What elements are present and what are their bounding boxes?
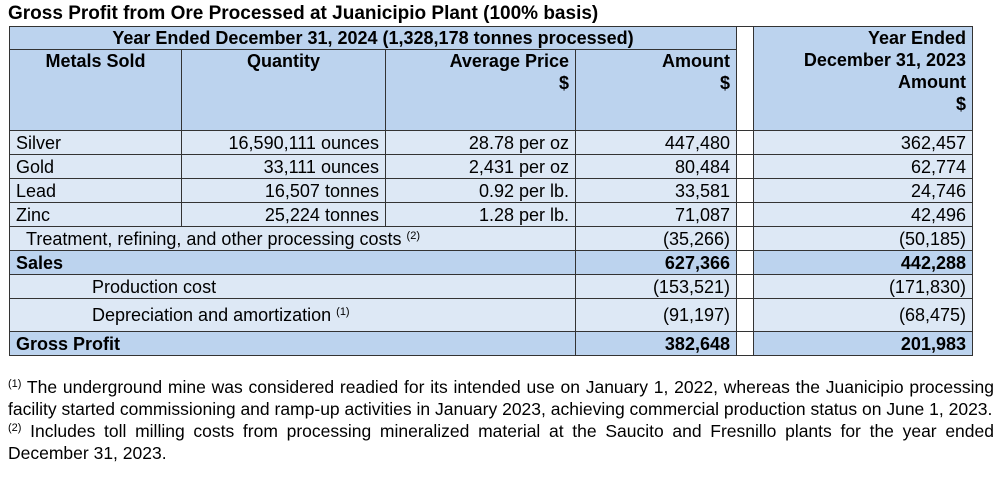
- depreciation-amount-2024: (91,197): [576, 299, 737, 332]
- depreciation-label: Depreciation and amortization: [92, 305, 332, 325]
- footnotes: [8, 376, 994, 464]
- metal-quantity: 33,111 ounces: [182, 155, 386, 179]
- col-amount-line1: Amount: [662, 51, 730, 71]
- production-amount-2024: (153,521): [576, 275, 737, 299]
- sales-amount-2023: 442,288: [754, 251, 973, 275]
- metal-price: 0.92 per lb.: [386, 179, 576, 203]
- metal-name: Silver: [10, 131, 182, 155]
- metal-name: Gold: [10, 155, 182, 179]
- col-amount-header: [576, 50, 737, 131]
- metal-amount-2023: 62,774: [754, 155, 973, 179]
- depreciation-row: [10, 299, 973, 332]
- footnote-2-marker: (2): [8, 422, 22, 434]
- col-price-header: [386, 50, 576, 131]
- metal-price: 2,431 per oz: [386, 155, 576, 179]
- metal-quantity: 16,507 tonnes: [182, 179, 386, 203]
- gross-profit-table: [9, 26, 973, 356]
- gross-profit-row: [10, 332, 973, 356]
- metal-price: 1.28 per lb.: [386, 203, 576, 227]
- metal-amount-2024: 71,087: [576, 203, 737, 227]
- table-row: [10, 131, 973, 155]
- footnote-1-text: The underground mine was considered readied for its intended use on January 1, 2022, whereas the Juanicipio processing facility started commissioning and ramp-up activities in January 2023, achieving commercial production status on June 1, 2023.: [8, 377, 994, 419]
- period-2023-line2: December 31, 2023: [803, 50, 966, 70]
- col-quantity-header: Quantity: [182, 50, 386, 131]
- sales-amount-2024: 627,366: [576, 251, 737, 275]
- footnote-1: [8, 376, 994, 420]
- gross-profit-amount-2023: 201,983: [754, 332, 973, 356]
- spacer-cell: [737, 275, 754, 299]
- period-2023-line3: Amount: [898, 72, 966, 92]
- period-2023-header: [754, 27, 973, 131]
- spacer-cell: [737, 179, 754, 203]
- col-metals-header: Metals Sold: [10, 50, 182, 131]
- col-price-line1: Average Price: [449, 51, 569, 71]
- footnote-1-marker: (1): [8, 378, 22, 390]
- spacer-cell: [737, 203, 754, 227]
- col-price-line2: $: [558, 73, 569, 93]
- metal-quantity: 16,590,111 ounces: [182, 131, 386, 155]
- spacer-cell: [737, 131, 754, 155]
- table-row: [10, 203, 973, 227]
- metal-amount-2023: 42,496: [754, 203, 973, 227]
- period-2024-header: Year Ended December 31, 2024 (1,328,178 tonnes processed): [10, 27, 737, 50]
- table-title: Gross Profit from Ore Processed at Juanicipio Plant (100% basis): [8, 3, 599, 24]
- depreciation-label-cell: [10, 299, 576, 332]
- spacer-cell: [737, 251, 754, 275]
- footnote-2-text: Includes toll milling costs from processing mineralized material at the Saucito and Fresnillo plants for the year ended December 31, 2023.: [8, 421, 994, 463]
- period-header-row: [10, 27, 973, 50]
- period-2023-line4: $: [955, 94, 966, 114]
- production-row: [10, 275, 973, 299]
- col-amount-line2: $: [719, 73, 730, 93]
- metal-amount-2024: 80,484: [576, 155, 737, 179]
- metal-name: Zinc: [10, 203, 182, 227]
- metal-amount-2024: 447,480: [576, 131, 737, 155]
- spacer-cell: [737, 332, 754, 356]
- metal-amount-2023: 24,746: [754, 179, 973, 203]
- depreciation-amount-2023: (68,475): [754, 299, 973, 332]
- spacer-cell: [737, 299, 754, 332]
- footnote-2: [8, 420, 994, 464]
- treatment-amount-2023: (50,185): [754, 227, 973, 251]
- metal-amount-2023: 362,457: [754, 131, 973, 155]
- gross-profit-amount-2024: 382,648: [576, 332, 737, 356]
- spacer-cell: [737, 227, 754, 251]
- table-row: [10, 179, 973, 203]
- treatment-label: Treatment, refining, and other processing costs: [26, 228, 402, 249]
- depreciation-note-marker: (1): [336, 306, 350, 318]
- sales-row: [10, 251, 973, 275]
- period-2023-line1: Year Ended: [867, 28, 966, 48]
- gross-profit-label: Gross Profit: [10, 332, 576, 356]
- metal-price: 28.78 per oz: [386, 131, 576, 155]
- metal-name: Lead: [10, 179, 182, 203]
- production-amount-2023: (171,830): [754, 275, 973, 299]
- treatment-row: [10, 227, 973, 251]
- production-label: Production cost: [10, 275, 576, 299]
- sales-label: Sales: [10, 251, 576, 275]
- treatment-note-marker: (2): [406, 229, 420, 242]
- metal-amount-2024: 33,581: [576, 179, 737, 203]
- metal-quantity: 25,224 tonnes: [182, 203, 386, 227]
- spacer-cell: [737, 27, 754, 131]
- treatment-label-cell: [10, 227, 576, 251]
- table-row: [10, 155, 973, 179]
- treatment-amount-2024: (35,266): [576, 227, 737, 251]
- spacer-cell: [737, 155, 754, 179]
